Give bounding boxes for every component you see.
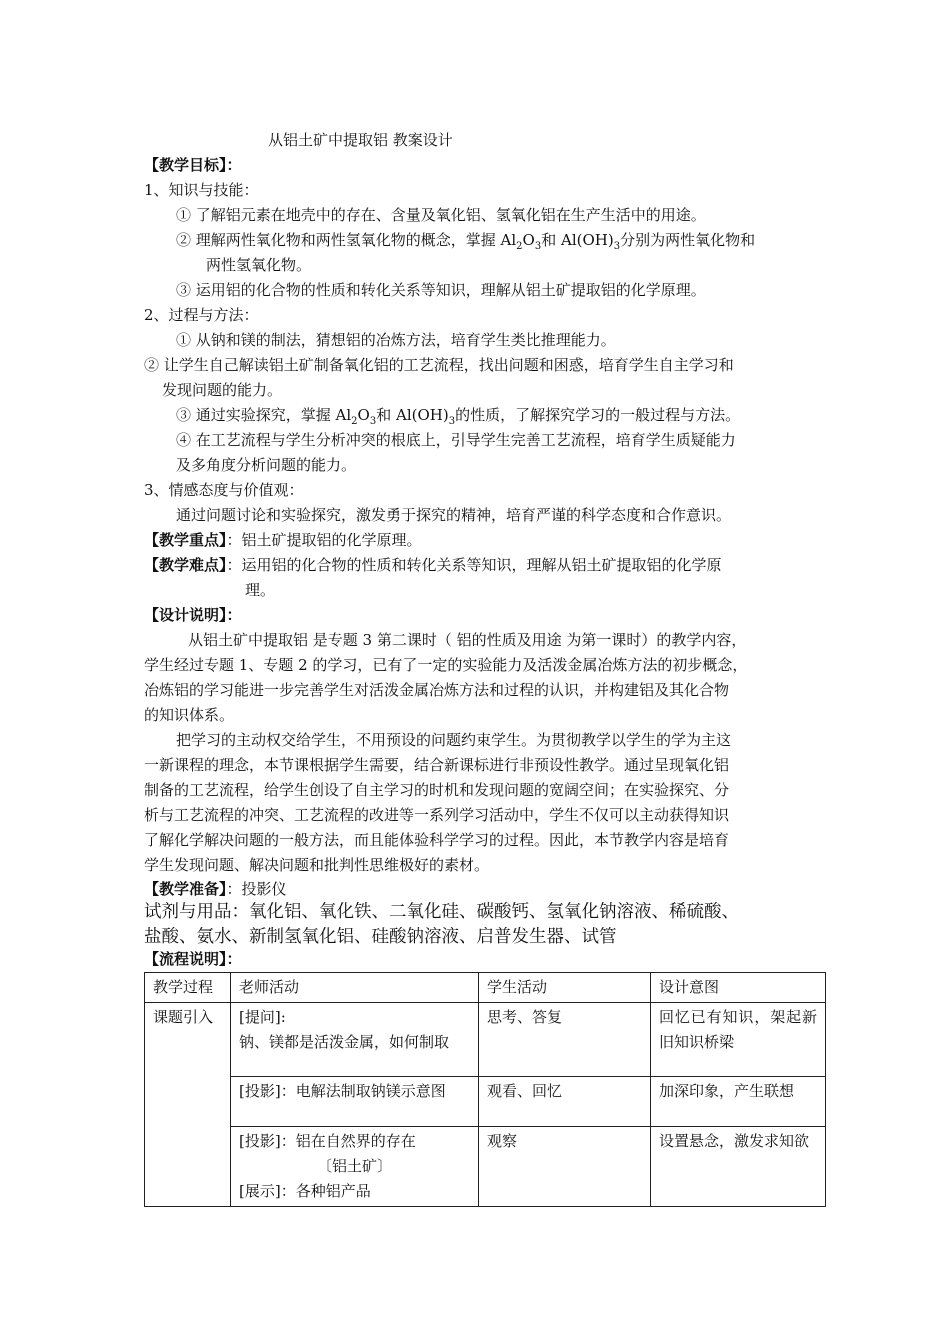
student-cell: 观察 (479, 1127, 651, 1207)
design-p1-line-4: 的知识体系。 (144, 706, 235, 724)
design-p1-line-1: 从铝土矿中提取铝 是专题 3 第二课时（ 铝的性质及用途 为第一课时）的教学内容， (188, 631, 747, 649)
header-intent: 设计意图 (651, 973, 826, 1003)
reagents-line-1: 试剂与用品：氧化铝、氧化铁、二氧化硅、碳酸钙、氢氧化钠溶液、稀硫酸、 (144, 902, 739, 922)
goals-process-item-3: ③ 通过实验探究，掌握 $Al_2O_3$和 $Al(OH)_3$的性质，了解探究学习的一般过程与方法。 (176, 406, 741, 427)
design-heading: 【设计说明】： (144, 606, 242, 624)
goals-heading: 【教学目标】： (144, 156, 242, 174)
goals-process-item-1: ① 从钠和镁的制法，猜想铝的冶炼方法，培育学生类比推理能力。 (176, 331, 616, 349)
teacher-cell (231, 1127, 479, 1207)
teacher-cell (231, 1003, 479, 1077)
goals-knowledge-item-1: ① 了解铝元素在地壳中的存在、含量及氧化铝、氢氧化铝在生产生活中的用途。 (176, 206, 706, 224)
student-cell: 思考、答复 (479, 1003, 651, 1077)
goals-attitude-heading: 3、情感态度与价值观： (144, 481, 304, 499)
prep-line: 【教学准备】：投影仪 (144, 880, 287, 898)
design-p2-line-3: 制备的工艺流程，给学生创设了自主学习的时机和发现问题的宽阔空间；在实验探究、分 (144, 781, 730, 799)
flow-heading: 【流程说明】： (144, 950, 242, 968)
table-row (145, 1077, 826, 1127)
student-cell: 观看、回忆 (479, 1077, 651, 1127)
flow-table (144, 972, 826, 1207)
goals-knowledge-item-3: ③ 运用铝的化合物的性质和转化关系等知识，理解从铝土矿提取铝的化学原理。 (176, 281, 706, 299)
difficulty: 【教学难点】：运用铝的化合物的性质和转化关系等知识，理解从铝土矿提取铝的化学原 (144, 556, 722, 574)
table-row (145, 1003, 826, 1077)
key-point: 【教学重点】：铝土矿提取铝的化学原理。 (144, 531, 422, 549)
intent-cell: 设置悬念，激发求知欲 (651, 1127, 826, 1207)
design-p2-line-5: 了解化学解决问题的一般方法，而且能体验科学学习的过程。因此，本节教学内容是培育 (144, 831, 730, 849)
document-title: 从铝土矿中提取铝 教案设计 (268, 131, 453, 149)
header-teacher: 老师活动 (231, 973, 479, 1003)
teacher-line: [投影]：铝在自然界的存在 (239, 1132, 416, 1150)
reagents-line-2: 盐酸、氨水、新制氢氧化铝、硅酸钠溶液、启普发生器、试管 (144, 927, 617, 947)
goals-knowledge-item-2-cont: 两性氢氧化物。 (206, 256, 312, 274)
header-student: 学生活动 (479, 973, 651, 1003)
intent-cell: 回忆已有知识，架起新旧知识桥梁 (651, 1003, 826, 1077)
design-p2-line-2: 一新课程的理念，本节课根据学生需要，结合新课标进行非预设性教学。通过呈现氧化铝 (144, 756, 730, 774)
teacher-cell: [投影]：电解法制取钠镁示意图 (231, 1077, 479, 1127)
goals-process-item-2-cont: 发现问题的能力。 (162, 381, 283, 399)
teacher-line: 〔铝土矿〕 (316, 1157, 392, 1175)
goals-attitude-text: 通过问题讨论和实验探究，激发勇于探究的精神，培育严谨的科学态度和合作意识。 (176, 506, 732, 524)
teacher-line: [提问]: (239, 1008, 286, 1026)
goals-knowledge-heading: 1、知识与技能： (144, 181, 259, 199)
header-stage: 教学过程 (145, 973, 231, 1003)
stage-cell: 课题引入 (145, 1003, 231, 1207)
table-header-row (145, 973, 826, 1003)
design-p1-line-2: 学生经过专题 1、专题 2 的学习，已有了一定的实验能力及活泼金属冶炼方法的初步概念， (144, 656, 748, 674)
goals-process-item-4-cont: 及多角度分析问题的能力。 (176, 456, 357, 474)
goals-process-heading: 2、过程与方法： (144, 306, 259, 324)
goals-process-item-2: ② 让学生自己解读铝土矿制备氧化铝的工艺流程，找出问题和困惑，培育学生自主学习和 (144, 356, 734, 374)
goals-process-item-4: ④ 在工艺流程与学生分析冲突的根底上，引导学生完善工艺流程，培育学生质疑能力 (176, 431, 736, 449)
design-p2-line-4: 析与工艺流程的冲突、工艺流程的改进等一系列学习活动中，学生不仅可以主动获得知识 (144, 806, 730, 824)
design-p2-line-1: 把学习的主动权交给学生，不用预设的问题约束学生。为贯彻教学以学生的学为主这 (176, 731, 732, 749)
design-p2-line-6: 学生发现问题、解决问题和批判性思维极好的素材。 (144, 856, 490, 874)
intent-cell: 加深印象，产生联想 (651, 1077, 826, 1127)
table-row (145, 1127, 826, 1207)
goals-knowledge-item-2: ② 理解两性氧化物和两性氢氧化物的概念，掌握 $Al_2O_3$和 $Al(OH)_3$分别为两性氧化物和 (176, 231, 756, 252)
teacher-line: [展示]：各种铝产品 (239, 1182, 371, 1200)
difficulty-cont: 理。 (245, 581, 276, 599)
teacher-line: 钠、镁都是活泼金属，如何制取 (239, 1033, 450, 1051)
design-p1-line-3: 冶炼铝的学习能进一步完善学生对活泼金属冶炼方法和过程的认识，并构建铝及其化合物 (144, 681, 730, 699)
